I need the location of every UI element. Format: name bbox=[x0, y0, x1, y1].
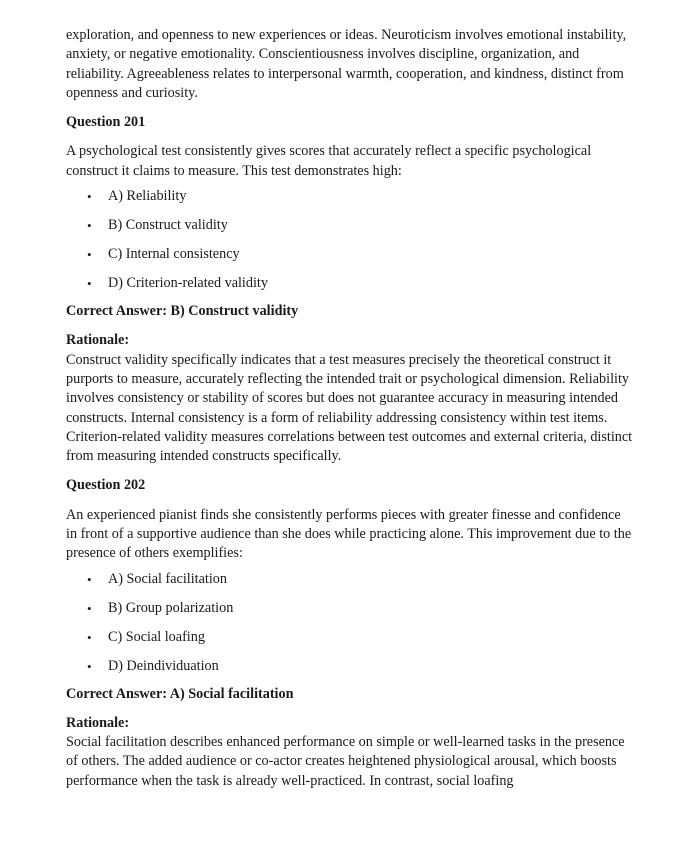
rationale-label: Rationale: bbox=[66, 714, 130, 731]
bullet-icon: • bbox=[87, 600, 92, 616]
option-label: B) Construct validity bbox=[108, 217, 228, 234]
rationale-text: Construct validity specifically indicates that a test measures precisely the theoretical construct it purports to measure, accurately reflecting the intended trait or psychological dimension. Reliability involves consistency or stability of scores but does not guarantee accuracy in measuring intended constructs. Internal consistency is a form of reliability addressing consistency within test items. Criterion-related validity measures correlations between test outcomes and external criteria, distinct from measuring intended constructs specifically. bbox=[66, 351, 633, 465]
question-text: An experienced pianist finds she consistently performs pieces with greater finesse and confidence in front of a supportive audience than she does while practicing alone. This improvement due to the presence of others exemplifies: bbox=[66, 506, 632, 562]
bullet-icon: • bbox=[87, 218, 92, 234]
bullet-icon: • bbox=[87, 571, 92, 587]
bullet-icon: • bbox=[87, 189, 92, 205]
option-item bbox=[66, 216, 634, 235]
bullet-icon: • bbox=[87, 658, 92, 674]
option-label: D) Criterion-related validity bbox=[108, 275, 268, 292]
question-202 bbox=[66, 476, 634, 791]
option-label: A) Reliability bbox=[108, 188, 187, 205]
option-item bbox=[66, 187, 634, 206]
option-item bbox=[66, 657, 634, 676]
rationale-text: Social facilitation describes enhanced performance on simple or well-learned tasks in the presence of others. The added audience or co-actor creates heightened physiological arousal, which boosts performance when the task is already well-practiced. In contrast, social loafing bbox=[66, 734, 625, 789]
option-item bbox=[66, 274, 634, 293]
question-title: Question 201 bbox=[66, 114, 146, 131]
question-201 bbox=[66, 113, 634, 466]
option-label: B) Group polarization bbox=[108, 599, 234, 616]
bullet-icon: • bbox=[87, 276, 92, 292]
correct-answer: Correct Answer: B) Construct validity bbox=[66, 303, 299, 320]
options-list bbox=[66, 570, 634, 676]
option-label: C) Social loafing bbox=[108, 628, 205, 645]
bullet-icon: • bbox=[87, 629, 92, 645]
option-item bbox=[66, 628, 634, 647]
question-title: Question 202 bbox=[66, 477, 146, 494]
option-item bbox=[66, 599, 634, 618]
options-list bbox=[66, 187, 634, 293]
option-item bbox=[66, 245, 634, 264]
correct-answer: Correct Answer: A) Social facilitation bbox=[66, 685, 294, 702]
option-item bbox=[66, 570, 634, 589]
option-label: D) Deindividuation bbox=[108, 657, 219, 674]
question-text: A psychological test consistently gives scores that accurately reflect a specific psychological construct it claims to measure. This test demonstrates high: bbox=[66, 143, 592, 179]
intro-paragraph: exploration, and openness to new experiences or ideas. Neuroticism involves emotional instability, anxiety, or negative emotionality. Conscientiousness involves discipline, organization, and reliability. Agreeableness relates to interpersonal warmth, cooperation, and kindness, distinct from openness and curiosity. bbox=[66, 27, 627, 101]
bullet-icon: • bbox=[87, 247, 92, 263]
option-label: C) Internal consistency bbox=[108, 246, 240, 263]
rationale-label: Rationale: bbox=[66, 332, 130, 349]
option-label: A) Social facilitation bbox=[108, 570, 227, 587]
